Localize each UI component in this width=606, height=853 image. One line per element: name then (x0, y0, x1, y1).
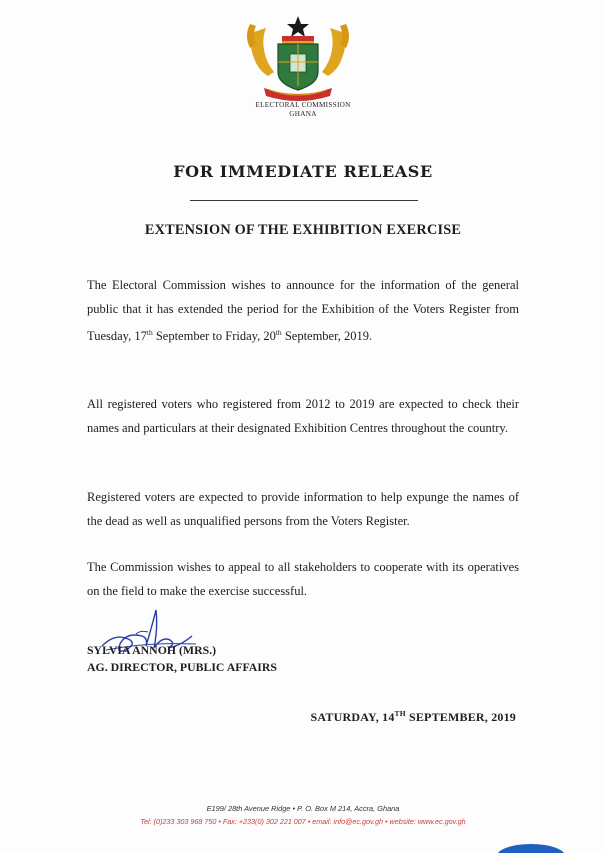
organization-country: GHANA (289, 110, 317, 118)
paragraph-2: All registered voters who registered from 2012 to 2019 are expected to check their names and particulars at their designated Exhibition Centres throughout the country. (87, 397, 519, 436)
organization-name: ELECTORAL COMMISSION (255, 101, 351, 109)
subject-heading: EXTENSION OF THE EXHIBITION EXERCISE (144, 222, 462, 238)
footer-address: E199/ 28th Avenue Ridge • P. O. Box M 214, Accra, Ghana (206, 804, 400, 813)
coat-of-arms-icon (244, 14, 352, 104)
paragraph-3: Registered voters are expected to provide information to help expunge the names of the dead as well as unqualified persons from the Voters Register. (87, 490, 519, 529)
date-suffix: SEPTEMBER, 2019 (405, 710, 516, 724)
corner-decoration (496, 842, 566, 853)
ordinal-suffix: th (146, 328, 153, 338)
paragraph-1 (87, 273, 519, 349)
signatory-name: SYLVIA ANNOH (MRS.) (87, 643, 217, 657)
title-divider (190, 200, 418, 201)
signatory-title: AG. DIRECTOR, PUBLIC AFFAIRS (87, 660, 277, 674)
date-ordinal: TH (394, 709, 406, 718)
date-prefix: SATURDAY, 14 (310, 710, 395, 724)
ordinal-suffix: th (275, 328, 282, 338)
paragraph-1-text-a: The Electoral Commission wishes to announce for the information of the general public that it has extended the period for the Exhibition of the Voters Register from Tuesday, 17 (87, 278, 519, 344)
paragraph-1-text-c: September, 2019. (281, 329, 373, 344)
release-title: FOR IMMEDIATE RELEASE (173, 162, 433, 181)
footer-contacts: Tel: (0)233 303 968 750 • Fax: +233(0) 302 221 007 • email: info@ec.gov.gh • website: www.ec.gov.gh (140, 817, 466, 826)
paragraph-4: The Commission wishes to appeal to all stakeholders to cooperate with its operatives on the field to make the exercise successful. (87, 560, 519, 599)
paragraph-1-text-b: September to Friday, 20 (152, 329, 276, 344)
release-date (311, 709, 516, 725)
